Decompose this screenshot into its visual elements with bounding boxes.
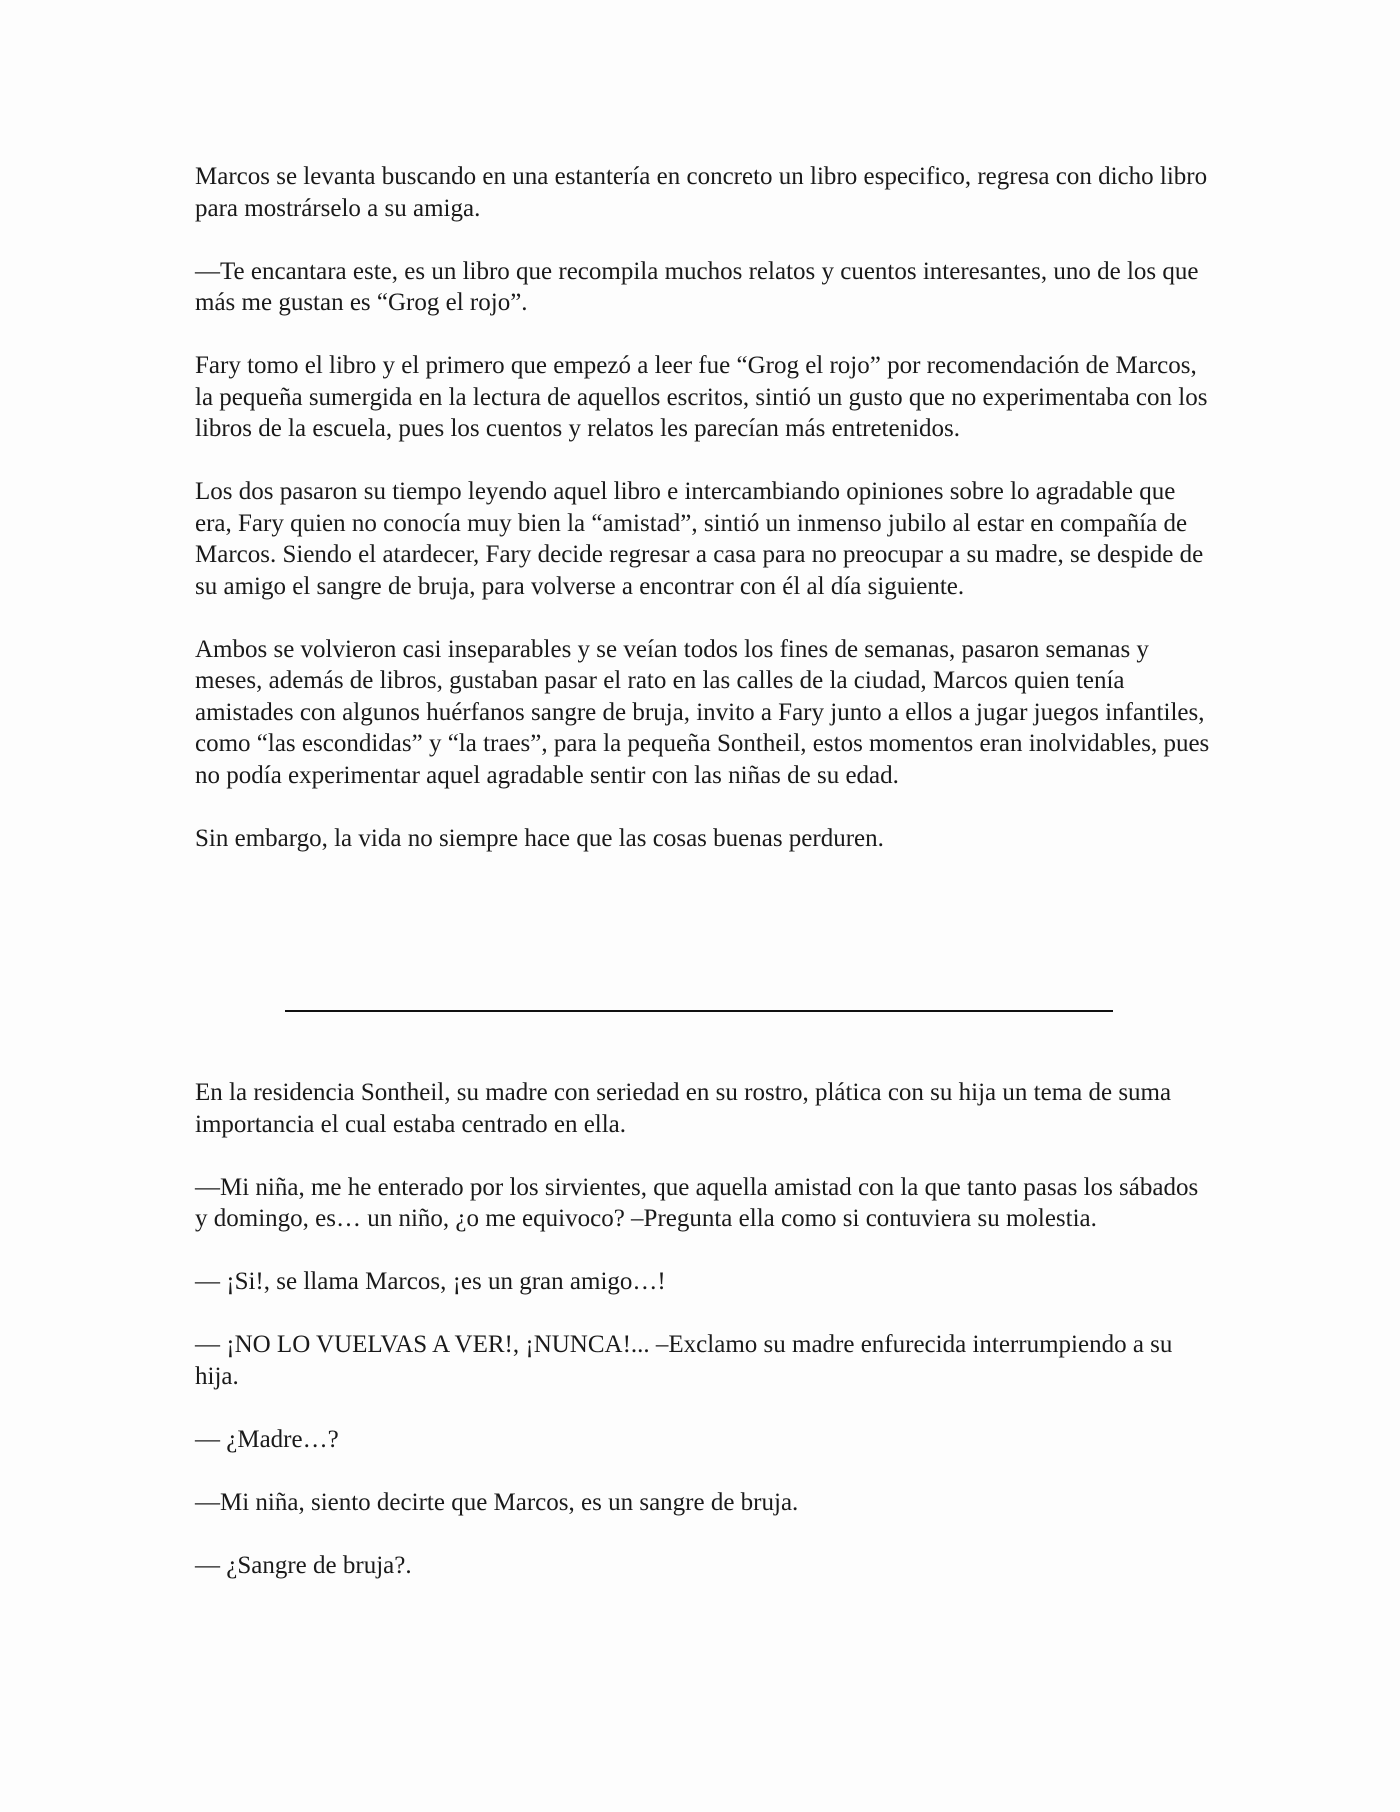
paragraph: Fary tomo el libro y el primero que empezó a leer fue “Grog el rojo” por recomendación de Marcos, la pequeña sumergida en la lectura de aquellos escritos, sintió un gusto que no experimentaba con los libros de la escuela, pues los cuentos y relatos les parecían más entretenidos. <box>195 352 1208 442</box>
paragraph: Marcos se levanta buscando en una estantería en concreto un libro especifico, regresa con dicho libro para mostrárselo a su amiga. <box>195 163 1208 222</box>
paragraph: — ¡Si!, se llama Marcos, ¡es un gran amigo…! <box>195 1268 666 1295</box>
paragraph: — ¡NO LO VUELVAS A VER!, ¡NUNCA!... –Exclamo su madre enfurecida interrumpiendo a su hija. <box>195 1331 1173 1390</box>
paragraph: — ¿Sangre de bruja?. <box>195 1551 412 1579</box>
paragraph: Sin embargo, la vida no siempre hace que las cosas buenas perduren. <box>195 824 884 852</box>
paragraph: —Te encantara este, es un libro que recompila muchos relatos y cuentos interesantes, uno de los que más me gustan es “Grog el rojo”. <box>195 257 1199 316</box>
paragraph: — ¿Madre…? <box>195 1425 339 1453</box>
section-one <box>195 161 1215 886</box>
section-two <box>195 1077 1215 1613</box>
paragraph: —Mi niña, siento decirte que Marcos, es un sangre de bruja. <box>195 1488 799 1516</box>
section-separator-line <box>285 1010 1113 1012</box>
paragraph: En la residencia Sontheil, su madre con seriedad en su rostro, plática con su hija un tema de suma importancia el cual estaba centrado en ella. <box>195 1079 1172 1138</box>
paragraph: Ambos se volvieron casi inseparables y se veían todos los fines de semanas, pasaron semanas y meses, además de libros, gustaban pasar el rato en las calles de la ciudad, Marcos quien tenía amistades con algunos huérfanos sangre de bruja, invito a Fary junto a ellos a jugar juegos infantiles, como “las escondidas” y “la traes”, para la pequeña Sontheil, estos momentos eran inolvidables, pues no podía experimentar aquel agradable sentir con las niñas de su edad. <box>195 635 1210 789</box>
paragraph: —Mi niña, me he enterado por los sirvientes, que aquella amistad con la que tanto pasas los sábados y domingo, es… un niño, ¿o me equivoco? –Pregunta ella como si contuviera su molestia. <box>195 1173 1199 1232</box>
paragraph: Los dos pasaron su tiempo leyendo aquel libro e intercambiando opiniones sobre lo agradable que era, Fary quien no conocía muy bien la “amistad”, sintió un inmenso jubilo al estar en compañía de Marcos. Siendo el atardecer, Fary decide regresar a casa para no preocupar a su madre, se despide de su amigo el sangre de bruja, para volverse a encontrar con él al día siguiente. <box>195 478 1204 600</box>
